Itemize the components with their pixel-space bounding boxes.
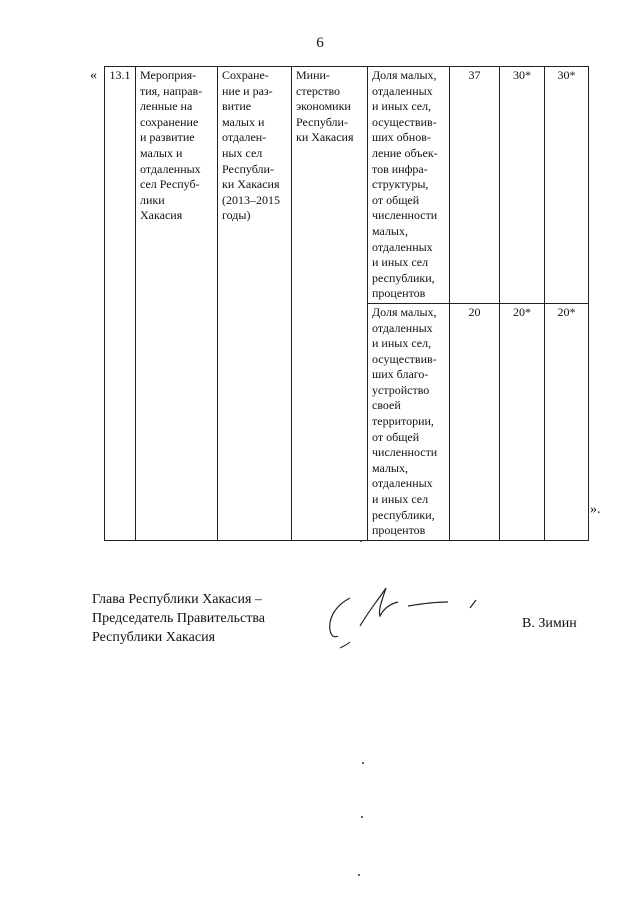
indicator-value: 30* bbox=[513, 68, 531, 82]
indicator-cell bbox=[368, 67, 450, 304]
row-number: 13.1 bbox=[109, 68, 131, 82]
signatory-title-line: Глава Республики Хакасия – bbox=[92, 592, 262, 607]
indicator-name: Доля малых, отдаленных и иных сел, осуществив- ших обнов- ление объек- тов инфра- структуры, от общей численности малых, отдаленных и иных сел республики, процентов bbox=[372, 68, 438, 301]
indicator-name: Доля малых, отдаленных и иных сел, осуществив- ших благо- устройство своей территории, от общей численности малых, отдаленных и иных сел республики, процентов bbox=[372, 304, 438, 538]
signatory-title-line: Председатель Правительства bbox=[92, 611, 265, 626]
measure-name: Мероприя- тия, направ- ленные на сохранение и развитие малых и отдаленных сел Респуб- лики Хакасия bbox=[140, 68, 203, 223]
program-cell bbox=[218, 67, 292, 541]
value-cell bbox=[450, 303, 500, 540]
value-cell bbox=[500, 303, 545, 540]
executor-cell bbox=[292, 67, 368, 541]
indicator-value: 20* bbox=[557, 304, 576, 319]
closing-quote: ». bbox=[590, 502, 601, 517]
value-cell bbox=[545, 67, 589, 304]
measures-table bbox=[104, 66, 589, 541]
scan-speck bbox=[362, 762, 364, 764]
signatory-name: В. Зимин bbox=[522, 616, 577, 631]
indicator-value: 20* bbox=[513, 304, 531, 319]
indicator-cell bbox=[368, 303, 450, 540]
indicator-value: 30* bbox=[557, 68, 576, 82]
indicator-value: 37 bbox=[468, 68, 481, 82]
signatory-title bbox=[92, 590, 265, 647]
value-cell bbox=[545, 303, 589, 540]
measure-cell bbox=[136, 67, 218, 541]
opening-quote: « bbox=[90, 68, 97, 83]
value-cell bbox=[500, 67, 545, 304]
executor-name: Мини- стерство экономики Республи- ки Хакасия bbox=[296, 68, 354, 145]
scan-speck bbox=[358, 874, 360, 876]
program-name: Сохране- ние и раз- витие малых и отдален- ных сел Республи- ки Хакасия (2013–2015 годы) bbox=[222, 68, 280, 223]
scan-speck bbox=[360, 540, 362, 542]
table-row bbox=[105, 67, 589, 304]
indicator-value: 20 bbox=[468, 304, 481, 319]
handwritten-signature bbox=[320, 580, 490, 660]
row-number-cell bbox=[105, 67, 136, 541]
value-cell bbox=[450, 67, 500, 304]
page-number: 6 bbox=[316, 35, 324, 51]
signatory-title-line: Республики Хакасия bbox=[92, 630, 216, 645]
scan-speck bbox=[361, 816, 363, 818]
